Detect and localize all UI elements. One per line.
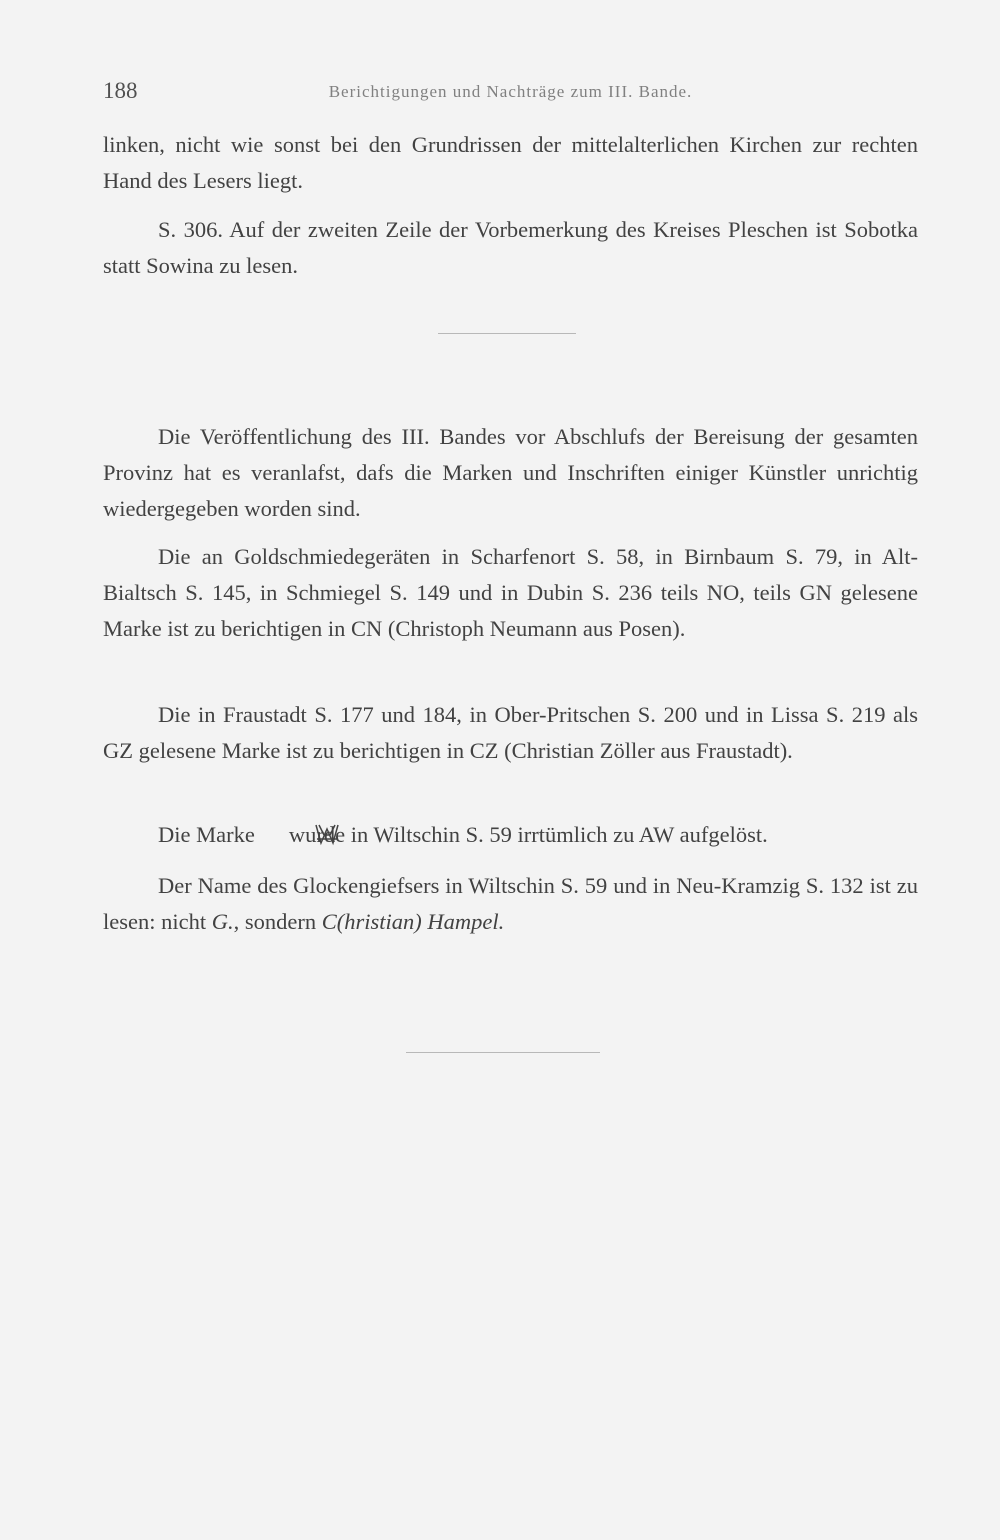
monogram-mark-icon xyxy=(259,821,285,847)
p5-text-mid: , sondern xyxy=(233,909,317,934)
p5-correct-name: C(hristian) Hampel. xyxy=(321,909,505,934)
running-head: Berichtigungen und Nachträge zum III. Bande. xyxy=(328,82,693,101)
p4-text-after: wurde in Wiltschin S. 59 irrtümlich zu AW aufgelöst. xyxy=(288,822,768,847)
correction-s306-paragraph: S. 306. Auf der zweiten Zeile der Vorbemerkung des Kreises Pleschen ist Sobotka statt Sowina zu lesen. xyxy=(103,217,918,278)
p4-text-before: Die Marke xyxy=(158,822,255,847)
section-divider xyxy=(438,333,576,334)
wiltschin-mark-paragraph xyxy=(103,817,918,853)
fraustadt-mark-paragraph: Die in Fraustadt S. 177 und 184, in Ober-Pritschen S. 200 und in Lissa S. 219 als GZ gelesene Marke ist zu berichtigen in CZ (Christian Zöller aus Fraustadt). xyxy=(103,702,918,763)
goldsmith-mark-paragraph: Die an Goldschmiedegeräten in Scharfenort S. 58, in Birnbaum S. 79, in Alt-Bialtsch S. 145, in Schmiegel S. 149 und in Dubin S. 236 teils NO, teils GN gelesene Marke ist zu berichtigen in CN (Christoph Neumann aus Posen). xyxy=(103,544,918,641)
page-header xyxy=(103,74,918,108)
intro-paragraph: Die Veröffentlichung des III. Bandes vor Abschlufs der Bereisung der gesamten Provinz hat es veranlafst, dafs die Marken und Inschriften einiger Künstler unrichtig wiedergegeben worden sind. xyxy=(103,424,918,521)
bell-founder-paragraph xyxy=(103,868,918,940)
end-divider xyxy=(406,1052,600,1053)
continuation-paragraph: linken, nicht wie sonst bei den Grundrissen der mittelalterlichen Kirchen zur rechten Hand des Lesers liegt. xyxy=(103,132,918,193)
page-number: 188 xyxy=(103,78,138,103)
p5-text-before: Der Name des Glockengiefsers in Wiltschin S. 59 und in Neu-Kramzig S. 132 ist zu lesen: nicht xyxy=(103,873,918,934)
p5-wrong-initial: G. xyxy=(211,909,234,934)
